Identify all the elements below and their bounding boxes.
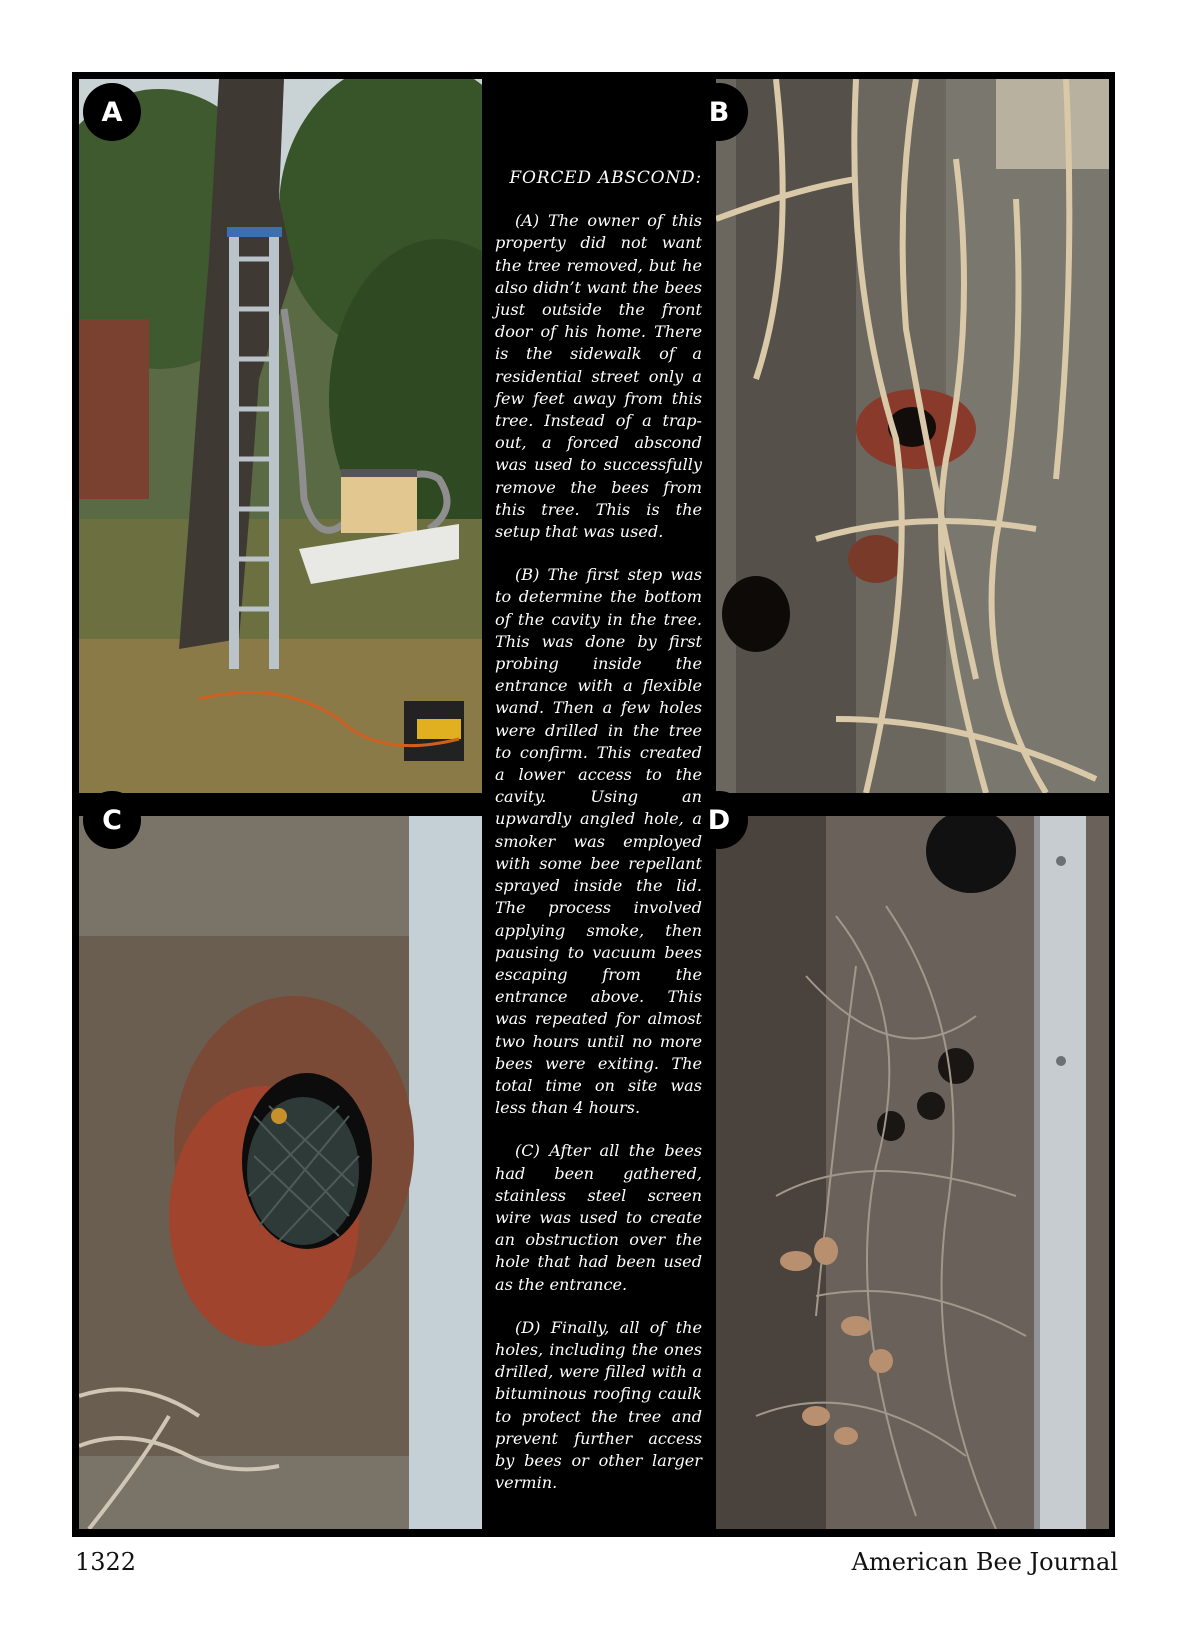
panel-label-d: D xyxy=(690,791,748,849)
page-number: 1322 xyxy=(75,1548,137,1576)
paragraph-b xyxy=(495,564,702,1119)
paragraph-b-marker: (B) xyxy=(515,565,540,585)
paragraph-c-text: After all the bees had been gathered, stainless steel screen wire was used to create an obstruction over the hole that had been used as the entrance. xyxy=(495,1141,702,1294)
photo-d-filled-holes xyxy=(716,816,1109,1529)
photo-d-image xyxy=(716,816,1109,1529)
photo-spread-frame xyxy=(72,72,1115,1537)
article-text-column xyxy=(495,167,702,1515)
paragraph-c xyxy=(495,1140,702,1295)
photo-a-image xyxy=(79,79,482,793)
panel-label-b: B xyxy=(690,83,748,141)
paragraph-a-text: The owner of this property did not want the tree removed, but he also didn’t want the bees just outside the front door of his home. There is the sidewalk of a residential street only a few feet away from this tree. Instead of a trap-out, a forced abscond was used to successfully remove the bees from this tree. This is the setup that was used. xyxy=(495,211,702,542)
paragraph-a xyxy=(495,210,702,543)
paragraph-c-marker: (C) xyxy=(515,1141,540,1161)
panel-label-c: C xyxy=(83,791,141,849)
paragraph-a-marker: (A) xyxy=(515,211,540,231)
paragraph-b-text: The first step was to determine the bottom of the cavity in the tree. This was done by first probing inside the entrance with a flexible wand. Then a few holes were drilled in the tree to confirm. This created a lower access to the cavity. Using an upwardly angled hole, a smoker was employed with some bee repellant sprayed inside the lid. The process involved applying smoke, then pausing to vacuum bees escaping from the entrance above. This was repeated for almost two hours until no more bees were exiting. The total time on site was less than 4 hours. xyxy=(495,565,702,1118)
paragraph-d-marker: (D) xyxy=(515,1317,541,1337)
panel-label-a: A xyxy=(83,83,141,141)
journal-name: American Bee Journal xyxy=(851,1548,1118,1576)
photo-b-entrance-holes xyxy=(716,79,1109,793)
photo-a-tree-setup xyxy=(79,79,482,793)
article-heading: FORCED ABSCOND: xyxy=(509,168,702,188)
photo-b-image xyxy=(716,79,1109,793)
photo-c-screen-wire xyxy=(79,816,482,1529)
paragraph-d xyxy=(495,1317,702,1495)
paragraph-d-text: Finally, all of the holes, including the ones drilled, were filled with a bituminous roofing caulk to protect the tree and prevent further access by bees or other larger vermin. xyxy=(495,1317,702,1493)
photo-c-image xyxy=(79,816,482,1529)
